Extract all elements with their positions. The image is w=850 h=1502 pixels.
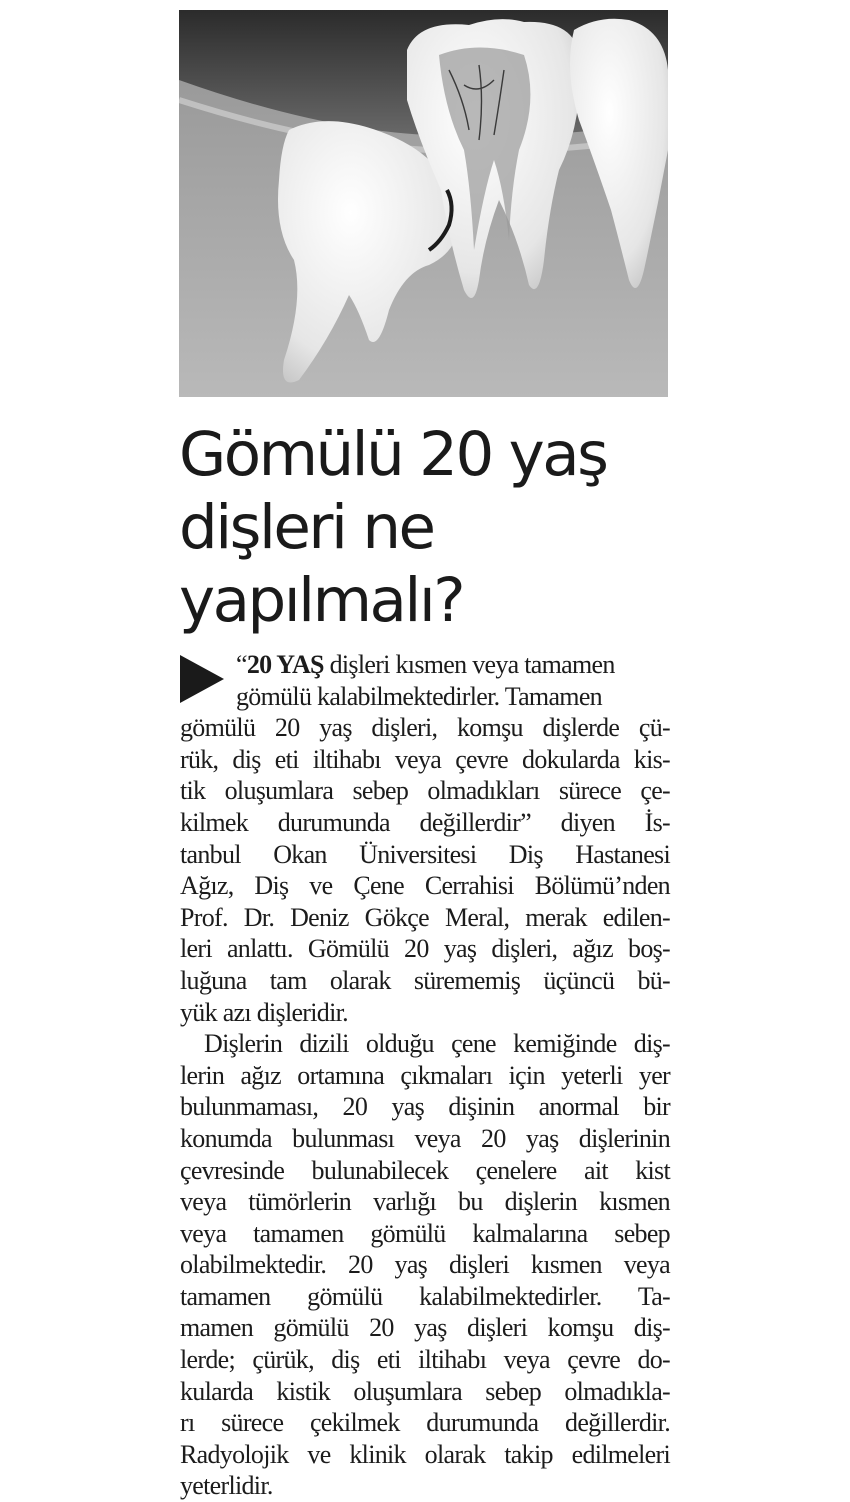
lead-quote: “ [236,650,247,679]
article-line: bulunmaması, 20 yaş dişinin anormal bir [180,1092,670,1122]
article-line: veya tamamen gömülü kalmalarına sebep [180,1218,670,1248]
article-line [180,649,670,681]
article-line: Dişlerin dizili olduğu çene kemiğinde diş- [204,1029,670,1059]
article-line: luğuna tam olarak sürememiş üçüncü bü- [180,965,670,995]
article-line: rı sürece çekilmek durumunda değillerdir. [180,1408,670,1438]
impacted-wisdom-tooth-icon [179,10,668,397]
article-line: kularda kistik oluşumlara sebep olmadıkla- [180,1376,670,1406]
article-line: olabilmektedir. 20 yaş dişleri kısmen veya [180,1250,670,1280]
article-line: leri anlattı. Gömülü 20 yaş dişleri, ağız boş- [180,934,670,964]
article-line: Prof. Dr. Deniz Gökçe Meral, merak edilen- [180,902,670,932]
tooth-photo [179,10,668,397]
article-line: gömülü kalabilmektedirler. Tamamen [236,681,602,711]
article-line: tanbul Okan Üniversitesi Diş Hastanesi [180,839,670,869]
headline-line: yapılmalı? [179,565,464,636]
headline-line: Gömülü 20 yaş [179,419,607,490]
article-line: konumda bulunması veya 20 yaş dişlerinin [180,1123,670,1153]
article-line: lerin ağız ortamına çıkmaları için yeterli yer [180,1060,670,1090]
lead-rest: dişleri kısmen veya tamamen [323,650,615,679]
article-line: Radyolojik ve klinik olarak takip edilmeleri [180,1439,670,1469]
article-line: gömülü 20 yaş dişleri, komşu dişlerde çü- [180,713,670,743]
article-line: tamamen gömülü kalabilmektedirler. Ta- [180,1281,670,1311]
headline-line: dişleri ne [179,492,434,563]
article-line: tik oluşumlara sebep olmadıkları sürece çe- [180,776,670,806]
headline [179,418,679,637]
article-line: rük, diş eti iltihabı veya çevre dokularda kis- [180,744,670,774]
article-line: çevresinde bulunabilecek çenelere ait kist [180,1155,670,1185]
article-line: yeterlidir. [180,1471,273,1501]
article-line: kilmek durumunda değillerdir” diyen İs- [180,807,670,837]
article-line: Ağız, Diş ve Çene Cerrahisi Bölümü’nden [180,871,670,901]
article-line: mamen gömülü 20 yaş dişleri komşu diş- [180,1313,670,1343]
article-line: lerde; çürük, diş eti iltihabı veya çevre do- [180,1345,670,1375]
lead-bold: 20 YAŞ [246,650,324,679]
article-body [180,649,670,1502]
article-line: yük azı dişleridir. [180,997,348,1027]
article-line: veya tümörlerin varlığı bu dişlerin kısmen [180,1187,670,1217]
